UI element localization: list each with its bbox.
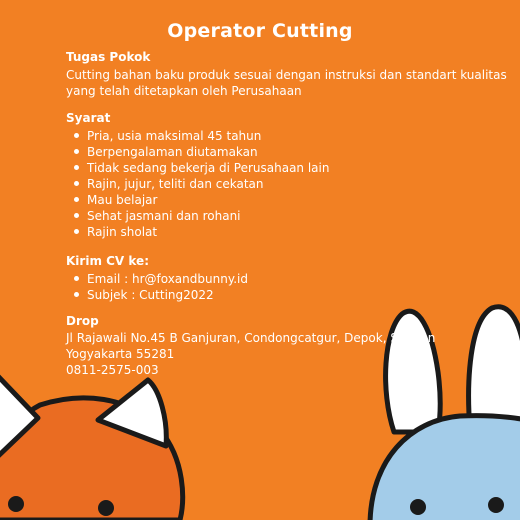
kirim-list [74, 271, 248, 303]
bullet-icon [74, 229, 79, 234]
tugas-text [66, 67, 507, 99]
bullet-icon [74, 213, 79, 218]
fox-eye-left [8, 496, 24, 512]
list-item: Sehat jasmani dan rohani [74, 208, 329, 224]
poster-title: Operator Cutting [167, 20, 353, 42]
drop-heading: Drop [66, 314, 99, 328]
tugas-line: Cutting bahan baku produk sesuai dengan instruksi dan standart kualitas [66, 68, 507, 82]
list-item: Email : hr@foxandbunny.id [74, 271, 248, 287]
bullet-icon [74, 181, 79, 186]
drop-phone-line: 0811-2575-003 [66, 363, 159, 377]
list-item: Rajin sholat [74, 224, 329, 240]
syarat-list [74, 128, 329, 240]
bullet-icon [74, 276, 79, 281]
list-item: Rajin, jujur, teliti dan cekatan [74, 176, 329, 192]
drop-city-line: Yogyakarta 55281 [66, 347, 175, 361]
bullet-icon [74, 133, 79, 138]
bullet-icon [74, 149, 79, 154]
fox-eye-right [98, 500, 114, 516]
list-item: Subjek : Cutting2022 [74, 287, 248, 303]
bullet-icon [74, 197, 79, 202]
list-item: Mau belajar [74, 192, 329, 208]
drop-address-line: Jl Rajawali No.45 B Ganjuran, Condongcatgur, Depok, Sleman [66, 331, 436, 345]
bullet-icon [74, 165, 79, 170]
bunny-ear-right [469, 307, 520, 430]
tugas-line: yang telah ditetapkan oleh Perusahaan [66, 84, 302, 98]
list-item: Tidak sedang bekerja di Perusahaan lain [74, 160, 329, 176]
bullet-icon [74, 292, 79, 297]
kirim-heading: Kirim CV ke: [66, 254, 149, 268]
bunny-eye-left [410, 499, 426, 515]
list-item: Berpengalaman diutamakan [74, 144, 329, 160]
bunny-eye-right [488, 497, 504, 513]
list-item: Pria, usia maksimal 45 tahun [74, 128, 329, 144]
syarat-heading: Syarat [66, 111, 111, 125]
tugas-heading: Tugas Pokok [66, 50, 151, 64]
